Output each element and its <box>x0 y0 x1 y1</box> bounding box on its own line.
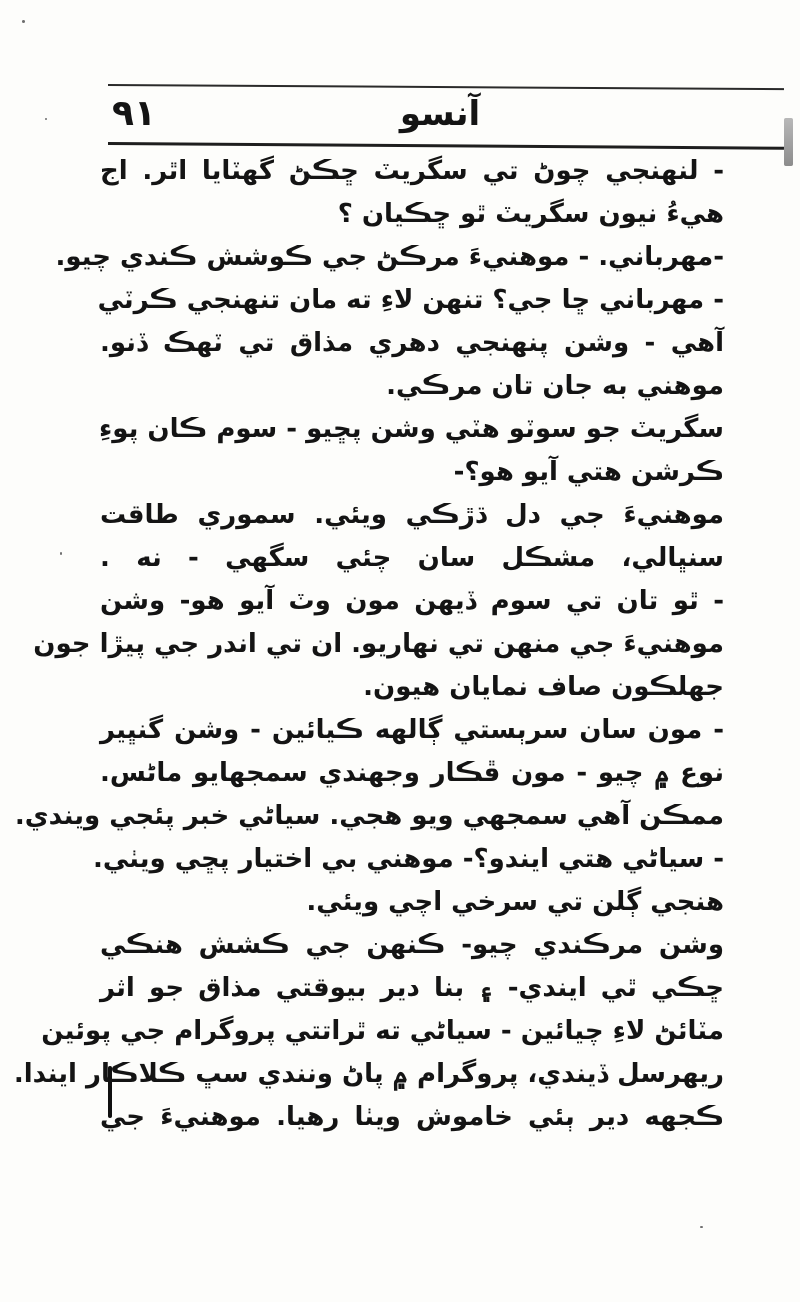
body-text <box>13 150 724 1139</box>
text-line: سنڀالي، مشڪل سان چئي سگهي - نه . <box>100 543 724 573</box>
text-line: ڇڪي ٿي ايندي- ۽ بنا دير بيوقتي مذاق جو اثر <box>100 973 724 1003</box>
text-line: جهلڪون صاف نمايان هيون. <box>363 672 724 702</box>
header-rule-bottom <box>108 142 784 150</box>
text-line: ڪرشن هتي آيو هو؟- <box>453 457 724 487</box>
text-line: موهنيءَ جي دل ڌڙڪي ويئي. سموري طاقت <box>100 500 724 530</box>
text-line: -مهرباني. - موهنيءَ مرڪڻ جي ڪوشش ڪندي چيو. <box>55 242 724 272</box>
text-line: - مهرباني ڇا جي؟ تنهن لاءِ ته مان تنهنجي ڪرٽي <box>97 285 724 315</box>
text-line: وشن مرڪندي چيو- ڪنهن جي ڪشش هنڪي <box>100 930 724 960</box>
text-line: موهنيءَ جي منهن تي نهاريو. ان تي اندر جي پيڙا جون <box>33 629 724 659</box>
text-line: مٽائڻ لاءِ چيائين - سياڻي ته ٿراتتي پروگرام جي پوئين <box>41 1016 724 1046</box>
paper-speck <box>22 20 25 23</box>
text-line: ڪجهه دير ٻئي خاموش ويٺا رهيا. موهنيءَ جي <box>100 1102 724 1132</box>
text-line: آهي - وشن پنهنجي دهري مذاق تي ٽهڪ ڏنو. <box>100 328 724 358</box>
text-line: موهني به جان تان مرڪي. <box>386 371 724 401</box>
running-title: آنسو <box>399 94 481 134</box>
text-line: - سياڻي هتي ايندو؟- موهني بي اختيار پڇي ويٺي. <box>92 844 724 874</box>
paper-speck <box>45 118 47 120</box>
text-line: - ٿو تان تي سوم ڏيهن مون وٽ آيو هو- وشن <box>100 586 724 616</box>
text-line: نوع ۾ چيو - مون ڦڪار وجهندي سمجهايو ماڻس. <box>100 758 724 788</box>
paper-speck <box>60 552 62 555</box>
page-number: ٩١ <box>112 93 156 134</box>
text-line: هنجي ڳلن تي سرخي اچي ويئي. <box>306 887 724 917</box>
text-line: - مون سان سرٻستي ڳالهه ڪيائين - وشن گنڀير <box>100 715 724 745</box>
text-line: هيءُ نيون سگريٽ ٿو ڇڪيان ؟ <box>337 199 724 229</box>
text-line: ريهرسل ڏيندي، پروگرام ۾ پاڻ ونندي سڀ ڪلاڪار ايندا. <box>13 1059 724 1089</box>
page-edge-shadow <box>784 118 793 166</box>
text-line: - لنهنجي چوڻ تي سگريٽ ڇڪڻ گهٽايا اٿر. اج <box>100 156 724 186</box>
header-rule-top <box>108 84 784 90</box>
paper-speck <box>700 1226 703 1228</box>
text-line: سگريٽ جو سوٽو هٽي وشن پڇيو - سوم ڪان پوءِ <box>98 414 724 444</box>
text-line: ممڪن آهي سمجهي ويو هجي. سياڻي خبر پئجي ويندي. <box>14 801 724 831</box>
